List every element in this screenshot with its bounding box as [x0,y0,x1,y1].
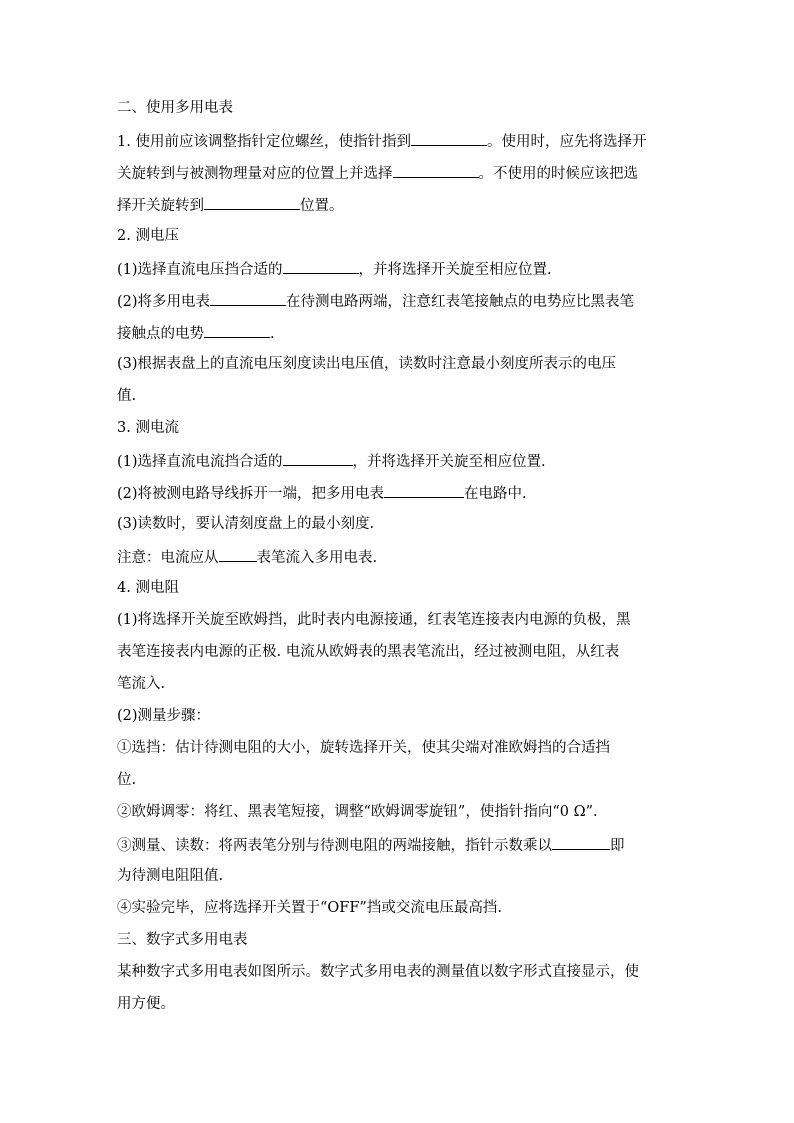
paragraph-line: (2)将多用电表 在待测电路两端，注意红表笔接触点的电势应比黑表笔 [117,290,634,312]
fill-blank [219,546,257,562]
paragraph-line: (1)选择直流电流挡合适的 ，并将选择开关旋至相应位置. [117,450,546,472]
paragraph-line: (1)选择直流电压挡合适的 ，并将选择开关旋至相应位置. [117,258,552,280]
fill-blank [384,482,464,498]
subsection-heading: 4. 测电阻 [117,580,179,596]
paragraph-line: (2)测量步骤： [117,708,211,724]
paragraph-line: 值. [117,388,137,404]
paragraph-line: 择开关旋转到 位置。 [117,194,344,216]
paragraph-line: 1. 使用前应该调整指针定位螺丝，使指针指到 。使用时，应先将选择开 [117,130,646,152]
paragraph-line: 笔流入. [117,676,166,692]
paragraph-line: 接触点的电势 . [117,322,275,344]
paragraph-line: 注意：电流应从 表笔流入多用电表. [117,546,377,568]
subsection-heading: 2. 测电压 [117,228,179,244]
fill-blank [210,290,286,306]
paragraph-line: ④实验完毕，应将选择开关置于“OFF”挡或交流电压最高挡. [117,900,502,916]
subsection-heading: 3. 测电流 [117,420,179,436]
fill-blank [393,162,479,178]
paragraph-line: ②欧姆调零：将红、黑表笔短接，调整“欧姆调零旋钮”，使指针指向“0 Ω”. [117,804,598,820]
paragraph-line: 表笔连接表内电源的正极. 电流从欧姆表的黑表笔流出，经过被测电阻，从红表 [117,644,620,660]
paragraph-line: (3)读数时，要认清刻度盘上的最小刻度. [117,516,375,532]
paragraph-line: ①选挡：估计待测电阻的大小，旋转选择开关，使其尖端对准欧姆挡的合适挡 [117,740,610,756]
fill-blank [283,450,353,466]
fill-blank [204,322,270,338]
paragraph-line: 用方便。 [117,996,175,1012]
fill-blank [411,130,487,146]
paragraph-line: 某种数字式多用电表如图所示。数字式多用电表的测量值以数字形式直接显示，使 [117,964,639,980]
paragraph-line: 关旋转到与被测物理量对应的位置上并选择 。不使用的时候应该把选 [117,162,638,184]
section-heading-2: 二、使用多用电表 [117,100,233,116]
paragraph-line: ③测量、读数：将两表笔分别与待测电阻的两端接触，指针示数乘以 即 [117,834,625,856]
paragraph-line: 位. [117,772,137,788]
paragraph-line: (1)将选择开关旋至欧姆挡，此时表内电源接通，红表笔连接表内电源的负极，黑 [117,612,631,628]
paragraph-line: (2)将被测电路导线拆开一端，把多用电表 在电路中. [117,482,527,504]
section-heading-3: 三、数字式多用电表 [117,932,248,948]
paragraph-line: (3)根据表盘上的直流电压刻度读出电压值，读数时注意最小刻度所表示的电压 [117,356,617,372]
paragraph-line: 为待测电阻阻值. [117,868,224,884]
fill-blank [204,194,300,210]
fill-blank [283,258,359,274]
fill-blank [552,834,610,850]
